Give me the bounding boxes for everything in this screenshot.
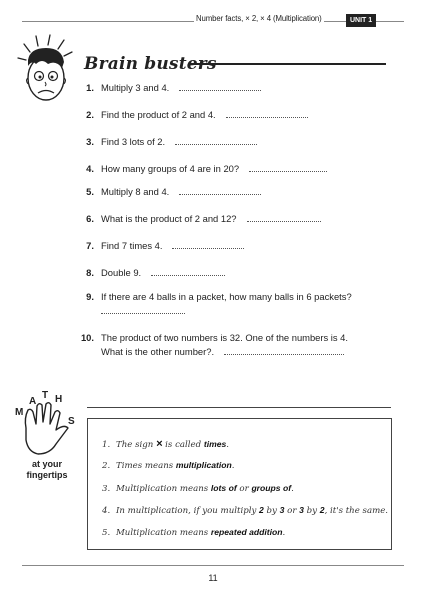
tip-2: 2. Times means multiplication. [102,460,235,471]
question-number: 5. [86,186,94,197]
question-number: 3. [86,136,94,147]
page-footer [22,565,404,583]
math-letter: H [55,394,63,405]
answer-line[interactable] [247,213,321,222]
maths-hand-icon [12,388,84,460]
question-number: 10. [80,332,94,343]
title-rule [190,63,386,65]
tip-3: 3. Multiplication means lots of or groups of. [102,483,294,494]
answer-line[interactable] [224,346,344,355]
tip-4: 4. In multiplication, if you multiply 2 by 3 or 3 by 2, it's the same. [102,505,389,516]
math-letter: T [42,390,49,401]
question-text: How many groups of 4 are in 20? [101,163,240,174]
question-text-line2: What is the other number?. [101,346,215,357]
question-text: If there are 4 balls in a packet, how many balls in 6 packets? [101,291,352,302]
at-your-fingertips [24,459,70,481]
tip-1: 1. The sign × is called times. [102,438,230,450]
question-number: 6. [86,213,94,224]
tips-box [87,418,392,550]
question-number: 8. [86,267,94,278]
answer-line[interactable] [179,186,261,195]
answer-line[interactable] [172,240,244,249]
section-title: Brain busters [84,54,217,74]
question-number: 4. [86,163,94,174]
math-letter: A [29,396,37,407]
question-text: The product of two numbers is 32. One of the numbers is 4. [101,332,349,343]
page-header [22,14,404,28]
question-text: Find 3 lots of 2. [101,136,166,147]
answer-line[interactable] [179,82,261,91]
answer-line[interactable] [101,305,185,314]
math-letter: S [68,416,75,427]
question-text: What is the product of 2 and 12? [101,213,237,224]
footer-rule [22,565,404,566]
stressed-face-icon [16,34,76,106]
unit-badge: UNIT 1 [346,14,376,27]
question-number: 1. [86,82,94,93]
times-sign: × [156,438,163,450]
answer-line[interactable] [175,136,257,145]
question-number: 9. [86,291,94,302]
fingertips-line2: fingertips [26,470,68,480]
page-number: 11 [208,573,218,583]
question-text: Find 7 times 4. [101,240,163,251]
question-text: Double 9. [101,267,142,278]
question-text: Multiply 8 and 4. [101,186,170,197]
question-number: 2. [86,109,94,120]
tip-5: 5. Multiplication means repeated addition. [102,527,286,538]
question-text: Multiply 3 and 4. [101,82,170,93]
tips-box-top-rule [87,407,391,408]
answer-line[interactable] [249,163,327,172]
answer-line[interactable] [151,267,225,276]
math-letter: M [15,407,24,418]
question-text: Find the product of 2 and 4. [101,109,216,120]
header-topic: Number facts, × 2, × 4 (Multiplication) [196,14,322,23]
answer-line[interactable] [226,109,308,118]
fingertips-line1: at your [31,459,62,469]
question-number: 7. [86,240,94,251]
